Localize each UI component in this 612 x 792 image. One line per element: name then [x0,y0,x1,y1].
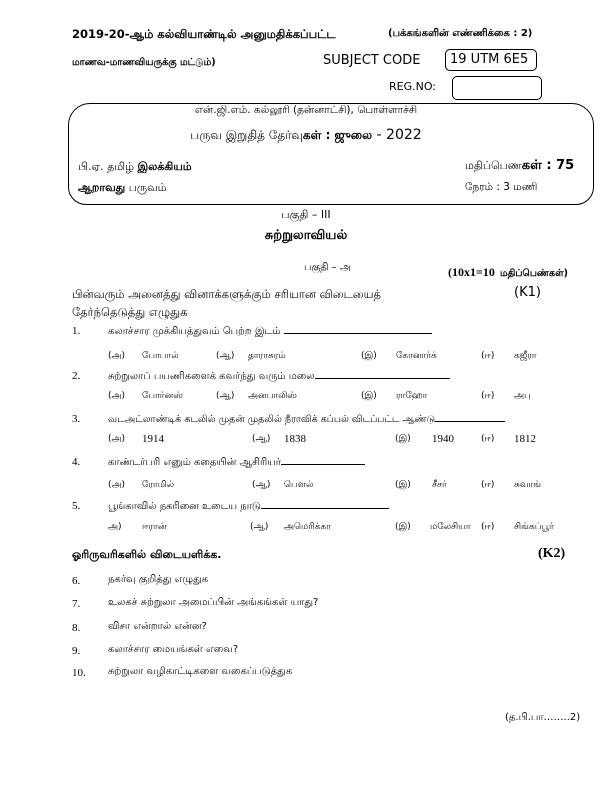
option-label: (அ) [108,480,126,490]
option-text: போபால் [142,351,179,361]
semester-rest: பருவம் [125,181,167,194]
option-label: (அ) [108,391,126,401]
continued-note: (த.பி.பா……..2) [505,712,581,723]
marks-label-bold: கள் : 75 [521,158,575,173]
option-text: 1812 [514,433,536,445]
section-a-marks-formula: (10x1=10 [448,265,495,279]
question-4-text: காண்டர்பரி எனும் கதையின் ஆசிரியர் [108,457,281,468]
option-text: கோனார்க் [396,351,437,361]
time-label: நேரம் : 3 மணி [465,181,538,193]
option-text: ஈரான் [142,522,167,532]
question-number: 4. [72,456,81,468]
college-name: என்.ஜி.எம். கல்லூரி (தன்னாட்சி), பொள்ளாச்சி [194,104,418,116]
exam-title [0,127,612,144]
option-label: (ஆ) [252,480,271,490]
option-text: போர்னஸ் [142,391,183,401]
option-label: (அ) [108,434,126,444]
answer-blank [315,369,450,379]
option-text: மலேசியா [430,522,471,532]
option-label: (ஈ) [481,351,495,361]
question-text: விசா என்றால் என்ன? [108,621,207,632]
section-a-label: பகுதி – அ [304,262,351,273]
question-5-text: பூங்காவில் நகரினை உடைய நாடு [108,501,261,512]
semester [78,181,166,196]
question-text: கலாச்சார மையங்கள் எவை? [108,644,239,655]
pages-note: (பக்கங்களின் எண்ணிக்கை : 2) [388,28,533,39]
option-label: (ஆ) [216,351,235,361]
question-text [108,499,389,513]
option-label: (ஆ) [216,391,235,401]
option-text: கஜீரா [514,351,537,361]
semester-bold: ஆறாவது [78,181,126,194]
option-label: (ஈ) [481,434,495,444]
course-bold: இலக்கியம் [137,160,192,173]
option-text: பௌல் [284,480,314,490]
subject-code-value: 19 UTM 6E5 [445,49,537,71]
option-text: அமெரிக்கா [284,522,331,532]
option-text: சுவாங் [514,480,542,490]
section-a-instruction-line2: தேர்ந்தெடுத்து எழுதுக [72,305,188,319]
part-label: பகுதி – III [281,208,331,221]
section-a-marks [448,261,568,280]
subject-code-label: SUBJECT CODE [323,53,421,68]
question-1-text: கலாச்சார முக்கியத்துவம் பெற்ற இடம் [108,326,284,337]
question-2-text: சுற்றுலாப் பயணிகளைக் கவர்ந்து வரும் மலை [108,371,315,382]
option-text: 1838 [284,433,306,445]
course-prefix: பி.ஏ. தமிழ் [78,160,138,173]
option-text: அனபாலிஸ் [248,391,297,401]
option-label: (இ) [395,522,411,532]
question-number: 9. [72,645,81,657]
option-label: (ஈ) [481,522,495,532]
option-label: (இ) [361,391,377,401]
academic-year-note: 2019-20-ஆம் கல்வியாண்டில் அனுமதிக்கப்பட்ட [72,27,336,41]
exam-year: - 2022 [372,127,422,143]
section-a-instruction-line1: பின்வரும் அனைத்து வினாக்களுக்கும் சரியான விடையைத் [72,287,382,301]
option-label: (இ) [361,351,377,361]
option-label: (அ) [108,351,126,361]
question-number: 2. [72,370,81,382]
section-b-instruction: ஓரிருவரிகளில் விடையளிக்க. [72,548,222,561]
option-label: (இ) [395,480,411,490]
answer-blank [281,455,365,465]
option-text: தாராசுரம் [248,351,286,361]
option-text: சிங்கப்பூர் [514,522,554,532]
reg-no-input[interactable] [452,76,542,100]
option-text: அபு [514,391,531,401]
option-text: 1940 [432,433,454,445]
question-number: 1. [72,325,81,337]
option-label: (ஆ) [250,522,269,532]
subject-title: சுற்றுலாவியல் [264,228,348,243]
question-text [108,369,450,383]
question-number: 3. [72,413,81,425]
question-text: சுற்றுலா வழிகாட்டிகளை வகைப்படுத்துக [108,666,293,677]
answer-blank [435,412,505,422]
option-label: (ஆ) [252,434,271,444]
option-text: சீசர் [432,480,447,490]
question-3-text: வடஅட்லாண்டிக் கடலில் முதன் முதலில் நீராவிக் கப்பல் விடப்பட்ட ஆண்டு [108,414,436,425]
question-text [108,412,505,426]
question-text: உலகச் சுற்றுலா அமைப்பின் அங்கங்கள் யாது? [108,597,319,608]
section-a-level: (K1) [514,285,541,300]
answer-blank [261,499,389,509]
marks-label [465,158,574,174]
question-number: 5. [72,500,81,512]
option-label: (ஈ) [481,480,495,490]
option-text: ராஹோ [396,391,428,401]
question-text: நகர்வு குறித்து எழுதுக [108,574,209,585]
exam-month: கள் : ஜுலை [302,128,373,142]
question-text [108,324,432,338]
question-number: 7. [72,598,81,610]
option-label: (இ) [395,434,411,444]
students-note: மாணவ-மாணவியருக்கு மட்டும்) [72,57,216,68]
option-label: அ) [108,522,122,532]
answer-blank [284,324,432,334]
question-number: 10. [72,667,86,679]
option-label: (ஈ) [481,391,495,401]
option-text: 1914 [142,433,164,445]
course-name [78,160,192,175]
exam-title-prefix: பருவ இறுதித் தேர்வு [190,128,303,142]
option-text: ரோமில் [142,480,175,490]
reg-no-label: REG.NO: [389,80,437,93]
section-a-marks-word: மதிப்பெண்கள்) [499,268,568,279]
question-text [108,455,365,469]
question-number: 8. [72,622,81,634]
marks-label-plain: மதிப்பெண [465,159,522,172]
section-b-level: (K2) [538,546,566,561]
question-number: 6. [72,575,81,587]
